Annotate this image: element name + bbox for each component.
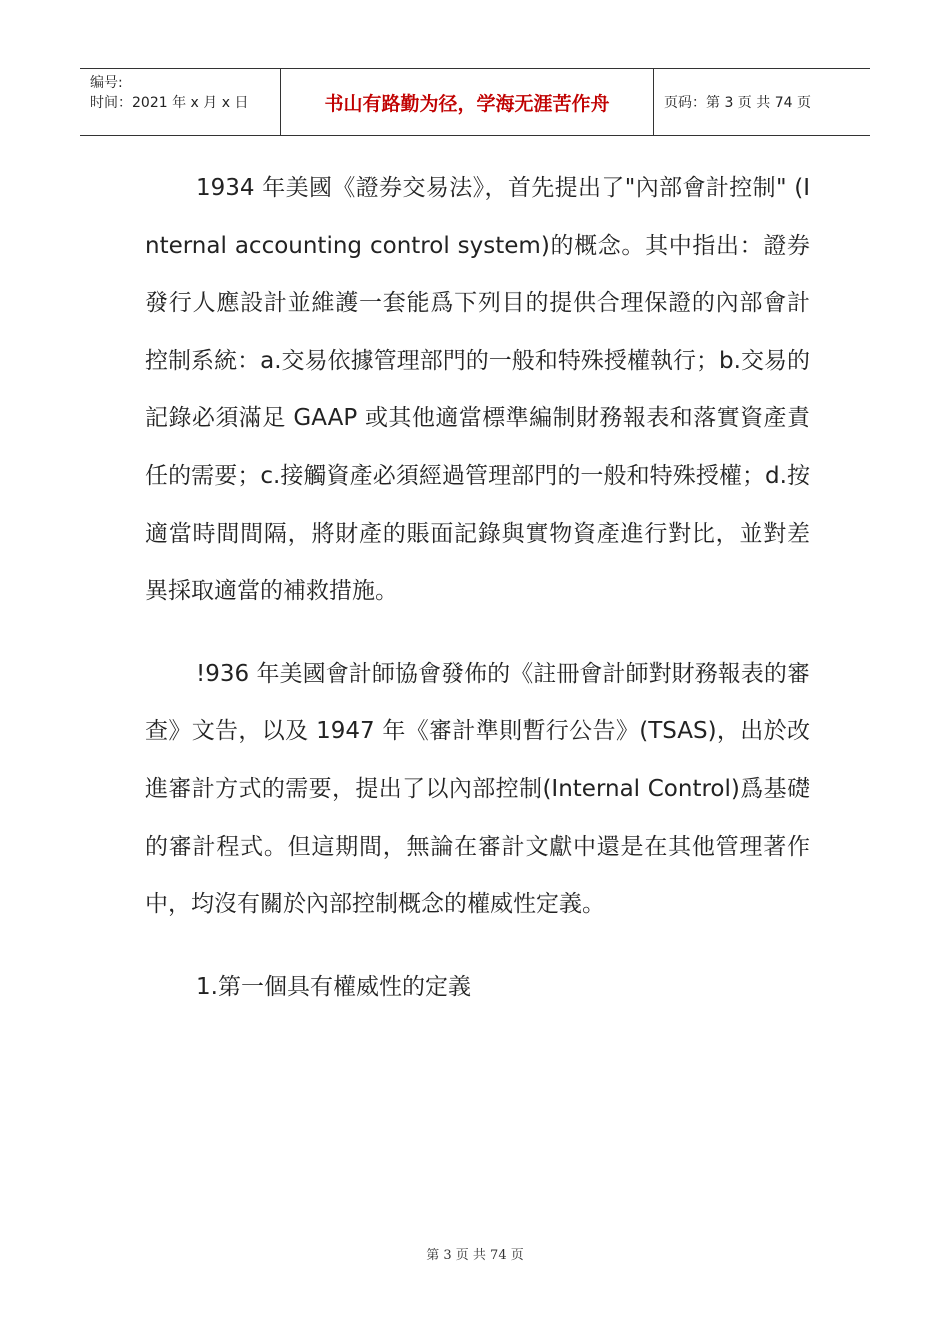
document-date: 时间：2021 年 x 月 x 日: [90, 95, 249, 111]
page-footer: [0, 1244, 950, 1263]
document-body: [145, 160, 810, 1041]
document-number-label: 编号:: [90, 75, 123, 91]
section-heading: 1.第一個具有權威性的定義: [196, 973, 471, 1000]
paragraph-2: !936 年美國會計師協會發佈的《註冊會計師對財務報表的審查》文告，以及 1947 年《審計準則暫行公告》(TSAS)，出於改進審計方式的需要，提出了以內部控制(Internal Control)爲基礎的審計程式。但這期間，無論在審計文獻中還是在其他管理著作中，均沒有關於內部控制概念的權威性定義。: [145, 660, 810, 918]
document-header: [80, 68, 870, 136]
header-page-cell: [654, 69, 870, 135]
header-motto-cell: [281, 69, 654, 135]
header-meta-cell: [80, 69, 281, 135]
footer-page-number: 第 3 页 共 74 页: [426, 1248, 524, 1263]
header-page-info: 页码：第 3 页 共 74 页: [664, 95, 811, 111]
paragraph-1: 1934 年美國《證券交易法》，首先提出了"內部會計控制" (Internal accounting control system)的概念。其中指出：證券發行人應設計並維護一套能爲下列目的提供合理保證的內部會計控制系統：a.交易依據管理部門的一般和特殊授權執行；b.交易的記錄必須滿足 GAAP 或其他適當標準編制財務報表和落實資產責任的需要；c.接觸資產必須經過管理部門的一般和特殊授權；d.按適當時間間隔，將財產的賬面記錄與實物資產進行對比，並對差異採取適當的補救措施。: [145, 175, 810, 605]
header-motto: 书山有路勤为径，学海无涯苦作舟: [324, 92, 610, 115]
